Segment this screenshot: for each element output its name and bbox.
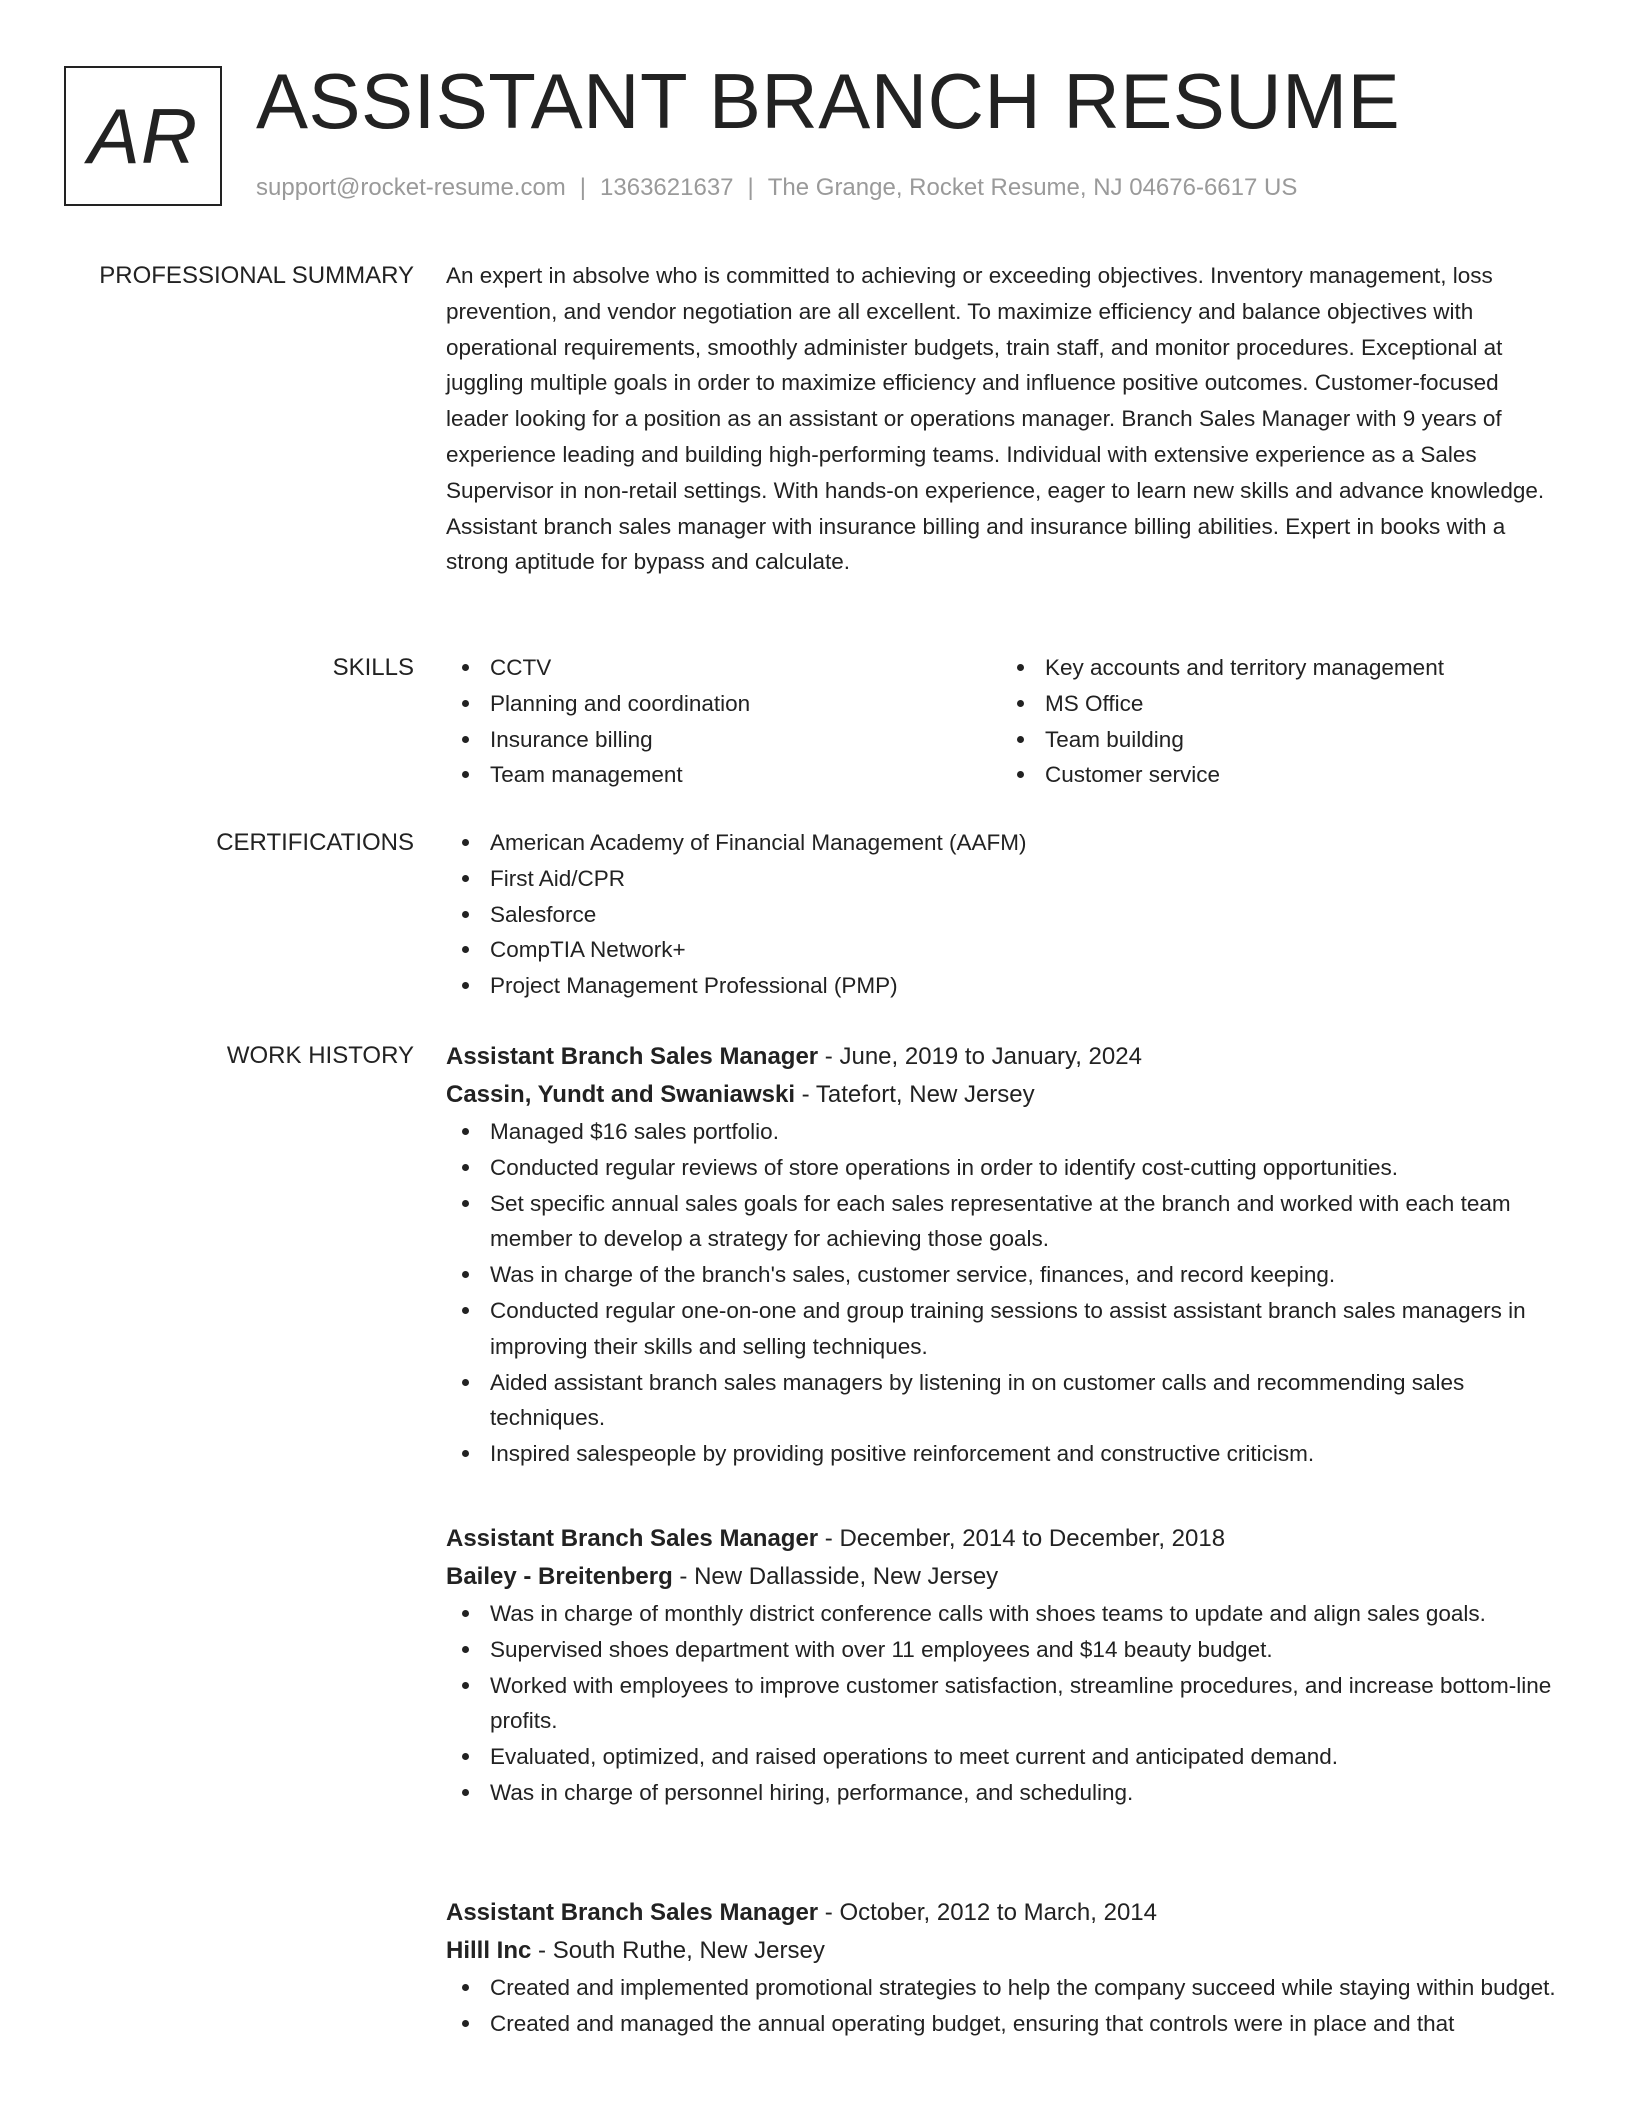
job-dates: - December, 2014 to December, 2018 [818, 1525, 1226, 1552]
job-duty: Set specific annual sales goals for each sales representative at the branch and worked with each team member to develop a strategy for achieving those goals. [490, 1186, 1556, 1258]
contact-address: The Grange, Rocket Resume, NJ 04676-6617 US [767, 174, 1298, 201]
skill-item: Insurance billing [490, 722, 1001, 758]
job-duty: Evaluated, optimized, and raised operations to meet current and anticipated demand. [490, 1739, 1556, 1775]
certification-item: Project Management Professional (PMP) [490, 968, 1556, 1004]
job-location: - South Ruthe, New Jersey [531, 1937, 825, 1964]
job-duty: Inspired salespeople by providing positive reinforcement and constructive criticism. [490, 1436, 1556, 1472]
skills-list-right [1001, 650, 1556, 793]
job-duty: Aided assistant branch sales managers by listening in on customer calls and recommending sales techniques. [490, 1365, 1556, 1437]
job-location: - New Dallasside, New Jersey [672, 1563, 999, 1590]
job-title: Assistant Branch Sales Manager [446, 1899, 819, 1926]
job-title: Assistant Branch Sales Manager [446, 1043, 819, 1070]
contact-separator: | [579, 174, 587, 201]
job-dates: - October, 2012 to March, 2014 [818, 1899, 1157, 1926]
certifications-body [446, 825, 1556, 1004]
skill-item: Team management [490, 757, 1001, 793]
certification-item: Salesforce [490, 897, 1556, 933]
resume-title: ASSISTANT BRANCH RESUME [256, 57, 1401, 145]
job-location: - Tatefort, New Jersey [795, 1081, 1035, 1108]
skill-item: Planning and coordination [490, 686, 1001, 722]
job-entry [446, 1894, 1556, 2042]
job-duty: Worked with employees to improve customer satisfaction, streamline procedures, and increase bottom-line profits. [490, 1668, 1556, 1740]
skill-item: Key accounts and territory management [1045, 650, 1556, 686]
section-label-certifications: CERTIFICATIONS [216, 829, 414, 856]
job-company-line [446, 1932, 1556, 1970]
contact-phone[interactable]: 1363621637 [600, 174, 734, 201]
monogram: AR [64, 66, 222, 206]
job-company-line [446, 1558, 1556, 1596]
job-entry [446, 1038, 1556, 1472]
job-title: Assistant Branch Sales Manager [446, 1525, 819, 1552]
job-duty: Conducted regular reviews of store operations in order to identify cost-cutting opportunities. [490, 1150, 1556, 1186]
job-entry [446, 1520, 1556, 1811]
job-duties-list [446, 1114, 1556, 1472]
contact-line [256, 174, 1297, 202]
skills-body [446, 650, 1556, 793]
job-title-line [446, 1520, 1556, 1558]
job-company: Bailey - Breitenberg [446, 1563, 673, 1590]
skill-item: MS Office [1045, 686, 1556, 722]
certification-item: First Aid/CPR [490, 861, 1556, 897]
job-dates: - June, 2019 to January, 2024 [818, 1043, 1142, 1070]
job-company: Cassin, Yundt and Swaniawski [446, 1081, 795, 1108]
job-duty: Was in charge of monthly district conference calls with shoes teams to update and align sales goals. [490, 1596, 1556, 1632]
job-duties-list [446, 1596, 1556, 1811]
skills-list-left [446, 650, 1001, 793]
job-duty: Created and implemented promotional strategies to help the company succeed while staying within budget. [490, 1970, 1556, 2006]
job-company-line [446, 1076, 1556, 1114]
contact-email[interactable]: support@rocket-resume.com [256, 174, 566, 201]
summary-text: An expert in absolve who is committed to achieving or exceeding objectives. Inventory management, loss prevention, and vendor negotiation are all excellent. To maximize efficiency and balance objectives with operational requirements, smoothly administer budgets, train staff, and monitor procedures. Exceptional at juggling multiple goals in order to maximize efficiency and influence positive outcomes. Customer-focused leader looking for a position as an assistant or operations manager. Branch Sales Manager with 9 years of experience leading and building high-performing teams. Individual with extensive experience as a Sales Supervisor in non-retail settings. With hands-on experience, eager to learn new skills and advance knowledge. Assistant branch sales manager with insurance billing and insurance billing abilities. Expert in books with a strong aptitude for bypass and calculate. [446, 263, 1545, 575]
section-label-work-history: WORK HISTORY [226, 1042, 414, 1069]
job-duty: Created and managed the annual operating budget, ensuring that controls were in place and that [490, 2006, 1556, 2042]
skill-item: CCTV [490, 650, 1001, 686]
section-label-skills: SKILLS [332, 654, 414, 681]
skill-item: Customer service [1045, 757, 1556, 793]
section-label-summary: PROFESSIONAL SUMMARY [99, 262, 414, 289]
certification-item: American Academy of Financial Management (AAFM) [490, 825, 1556, 861]
job-title-line [446, 1038, 1556, 1076]
job-duties-list [446, 1970, 1556, 2042]
job-title-line [446, 1894, 1556, 1932]
summary-body [446, 258, 1556, 580]
job-duty: Was in charge of personnel hiring, performance, and scheduling. [490, 1775, 1556, 1811]
job-duty: Was in charge of the branch's sales, customer service, finances, and record keeping. [490, 1257, 1556, 1293]
job-duty: Supervised shoes department with over 11 employees and $14 beauty budget. [490, 1632, 1556, 1668]
skill-item: Team building [1045, 722, 1556, 758]
certifications-list [446, 825, 1556, 1004]
contact-separator: | [747, 174, 754, 201]
certification-item: CompTIA Network+ [490, 932, 1556, 968]
job-duty: Managed $16 sales portfolio. [490, 1114, 1556, 1150]
job-company: Hilll Inc [446, 1937, 532, 1964]
job-duty: Conducted regular one-on-one and group training sessions to assist assistant branch sales managers in improving their skills and selling techniques. [490, 1293, 1556, 1365]
